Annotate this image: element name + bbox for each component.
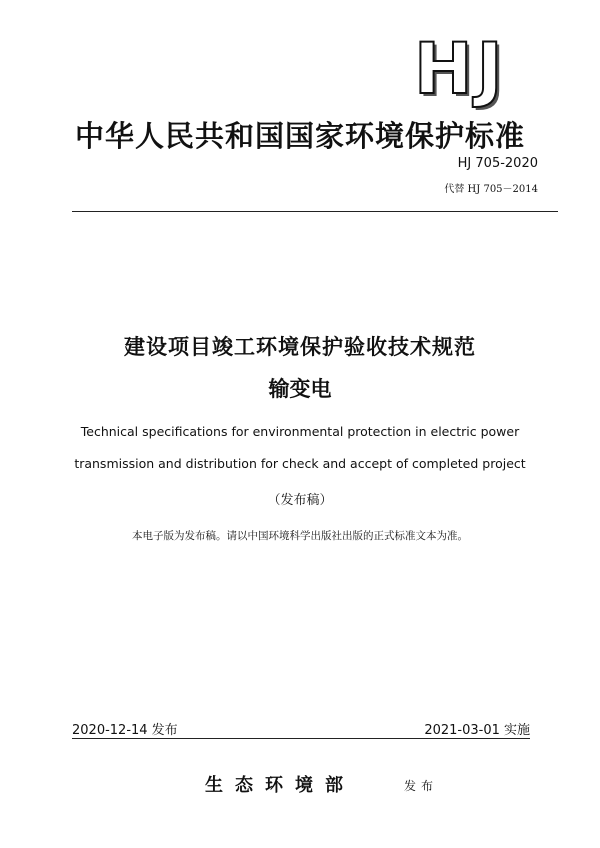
footer-divider: [72, 738, 530, 739]
release-date: 2020-12-14 发布: [72, 723, 178, 738]
standard-category-title: 中华人民共和国国家环境保护标准: [74, 119, 525, 153]
document-title: 建设项目竣工环境保护验收技术规范: [124, 335, 476, 359]
document-subtitle: 输变电: [268, 377, 332, 401]
header-divider: [72, 211, 558, 212]
hj-logo: HJ: [414, 28, 507, 110]
publisher-name: 生态环境部: [205, 775, 355, 796]
replaces-note: 代替 HJ 705－2014: [444, 184, 538, 195]
english-title-line-2: transmission and distribution for check and accept of completed project: [74, 456, 526, 471]
edition-notice: 本电子版为发布稿。请以中国环境科学出版社出版的正式标准文本为准。: [132, 530, 468, 542]
effective-date: 2021-03-01 实施: [424, 723, 530, 738]
standard-number: HJ 705-2020: [457, 156, 538, 171]
english-title-line-1: Technical specifications for environmental protection in electric power: [80, 424, 520, 439]
release-status: （发布稿）: [267, 493, 333, 508]
publish-label: 发布: [404, 779, 439, 793]
